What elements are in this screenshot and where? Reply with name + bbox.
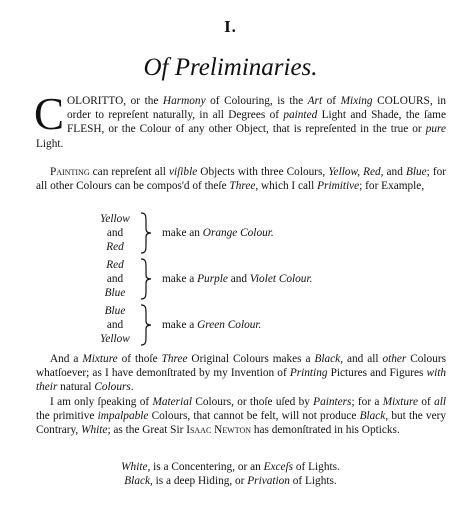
paragraph-mixture: And a Mixture of thoſe Three Original Colours makes a Black, and all other Colours whatſoever; as I have demonſtrated by my Invention of Printing Pictures and Figures with their natural Colours. bbox=[36, 353, 447, 394]
combination-ingredients: Blue and Yellow bbox=[100, 305, 130, 345]
definition-black: Black, is a deep Hiding, or Privation of Lights. bbox=[124, 475, 337, 488]
curly-brace-icon bbox=[140, 212, 152, 254]
chapter-number: I. bbox=[224, 17, 237, 36]
paragraph-definition: COLORITTO, or the Harmony of Colouring, is the Art of Mixing COLOURS, in order to repreſent naturally, in all Degrees of painted Light and Shade, the ſame FLESH, or the Colour of any other Object, that is repreſented in the true or pure Light. bbox=[34, 89, 446, 150]
curly-brace-icon bbox=[140, 258, 152, 300]
chapter-title-text: Of Preliminaries. bbox=[143, 54, 318, 81]
closing-definitions bbox=[0, 460, 461, 488]
colour-combination-purple bbox=[90, 258, 350, 302]
colour-combination-green bbox=[90, 304, 350, 348]
chapter-title bbox=[0, 54, 461, 82]
combination-result: make a Green Colour. bbox=[162, 319, 262, 331]
definition-white: White, is a Concentering, or an Exceſs of Lights. bbox=[121, 461, 340, 473]
colour-combination-orange bbox=[90, 212, 350, 256]
combination-ingredients: Red and Blue bbox=[104, 259, 126, 299]
combination-ingredients: Yellow and Red bbox=[100, 213, 130, 253]
paragraph-primitive-colours: Painting can repreſent all viſible Objects with three Colours, Yellow, Red, and Blue; for all other Colours can be compos'd of theſe Three, which I call Primitive; for Example, bbox=[36, 166, 447, 193]
curly-brace-icon bbox=[140, 304, 152, 346]
combination-result: make a Purple and Violet Colour. bbox=[162, 273, 313, 285]
paragraph-material-colours: I am only ſpeaking of Material Colours, or thoſe uſed by Painters; for a Mixture of all the primitive impalpable Colours, that cannot be felt, will not produce Black, but the very Contrary, White; as the Great Sir Isaac Newton has demonſtrated in his Opticks. bbox=[36, 396, 446, 437]
drop-cap: C bbox=[34, 89, 65, 139]
combination-result: make an Orange Colour. bbox=[162, 227, 274, 239]
